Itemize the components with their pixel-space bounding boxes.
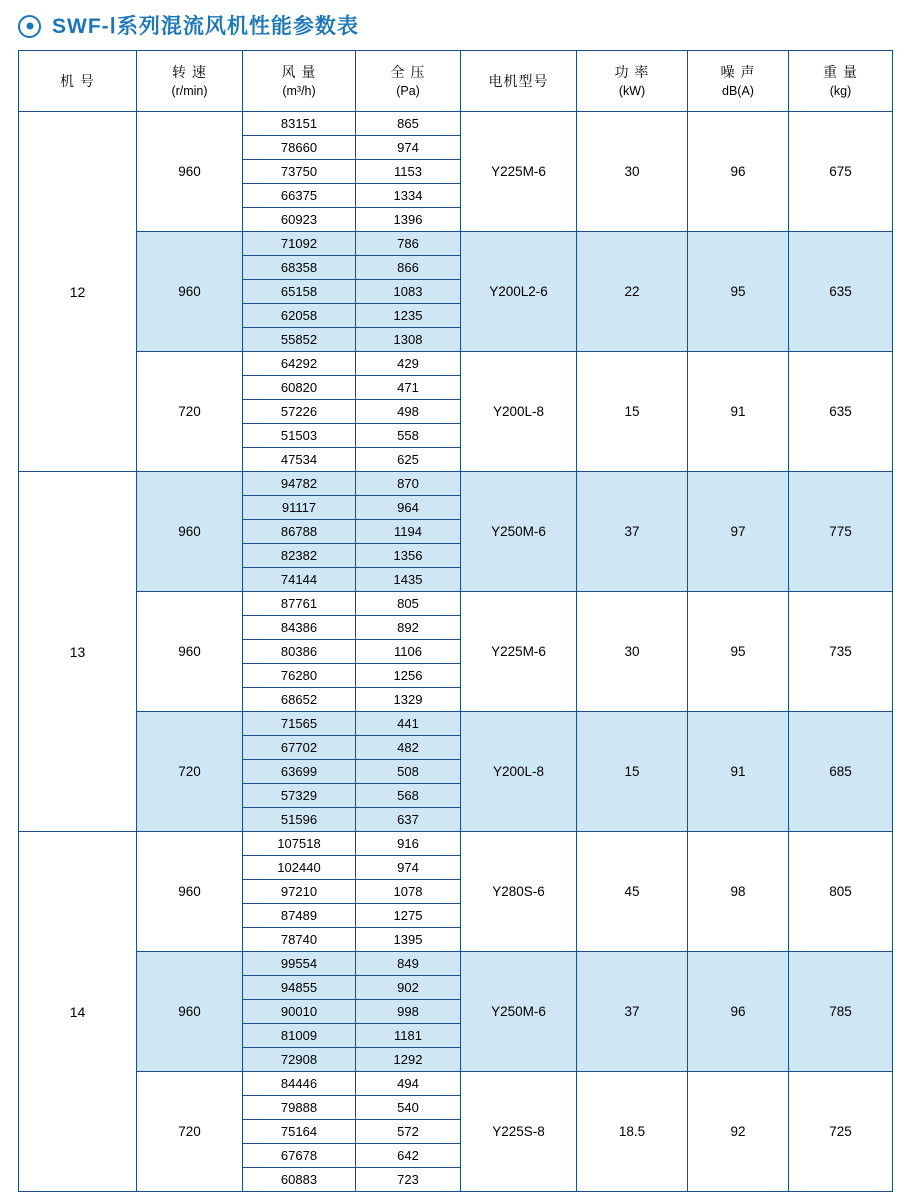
cell-air-flow: 68652 [243,688,356,712]
cell-air-flow: 83151 [243,112,356,136]
cell-air-flow: 51596 [243,808,356,832]
cell-noise: 96 [688,952,789,1072]
cell-weight: 735 [789,592,893,712]
cell-total-pressure: 723 [356,1168,461,1192]
cell-motor-model: Y225M-6 [461,112,577,232]
cell-total-pressure: 482 [356,736,461,760]
cell-air-flow: 57226 [243,400,356,424]
column-header-unit: dB(A) [722,84,754,99]
cell-total-pressure: 1395 [356,928,461,952]
cell-power: 37 [577,472,688,592]
cell-air-flow: 84446 [243,1072,356,1096]
cell-air-flow: 57329 [243,784,356,808]
cell-air-flow: 99554 [243,952,356,976]
cell-rpm: 960 [137,112,243,232]
cell-total-pressure: 642 [356,1144,461,1168]
cell-total-pressure: 1083 [356,280,461,304]
cell-weight: 635 [789,352,893,472]
cell-total-pressure: 572 [356,1120,461,1144]
cell-air-flow: 107518 [243,832,356,856]
cell-power: 45 [577,832,688,952]
cell-total-pressure: 1435 [356,568,461,592]
column-header-motor-model [461,51,577,112]
cell-motor-model: Y250M-6 [461,952,577,1072]
cell-air-flow: 90010 [243,1000,356,1024]
cell-air-flow: 94855 [243,976,356,1000]
cell-rpm: 720 [137,712,243,832]
cell-weight: 675 [789,112,893,232]
cell-air-flow: 60923 [243,208,356,232]
cell-power: 15 [577,712,688,832]
table-row [19,832,893,856]
cell-total-pressure: 568 [356,784,461,808]
cell-air-flow: 71565 [243,712,356,736]
table-row [19,112,893,136]
cell-total-pressure: 494 [356,1072,461,1096]
cell-total-pressure: 1256 [356,664,461,688]
cell-power: 22 [577,232,688,352]
column-header-label: 转 速 [172,63,207,80]
column-header-label: 全 压 [390,63,426,80]
header-row [19,51,893,112]
cell-model-no: 12 [19,112,137,472]
cell-power: 37 [577,952,688,1072]
cell-air-flow: 67702 [243,736,356,760]
cell-total-pressure: 1396 [356,208,461,232]
cell-noise: 91 [688,712,789,832]
cell-total-pressure: 1235 [356,304,461,328]
cell-total-pressure: 870 [356,472,461,496]
cell-rpm: 960 [137,952,243,1072]
cell-total-pressure: 865 [356,112,461,136]
column-header-pressure [356,51,461,112]
cell-total-pressure: 902 [356,976,461,1000]
column-header-rpm [137,51,243,112]
cell-total-pressure: 892 [356,616,461,640]
cell-power: 15 [577,352,688,472]
cell-total-pressure: 974 [356,856,461,880]
column-header-label: 功 率 [614,63,650,80]
table-head [19,51,893,112]
cell-total-pressure: 1275 [356,904,461,928]
cell-noise: 98 [688,832,789,952]
page-header [0,0,910,42]
cell-rpm: 720 [137,1072,243,1192]
cell-total-pressure: 558 [356,424,461,448]
cell-air-flow: 64292 [243,352,356,376]
cell-air-flow: 78660 [243,136,356,160]
cell-air-flow: 94782 [243,472,356,496]
column-header-weight [789,51,893,112]
cell-total-pressure: 1329 [356,688,461,712]
cell-rpm: 960 [137,472,243,592]
cell-noise: 92 [688,1072,789,1192]
cell-total-pressure: 498 [356,400,461,424]
cell-total-pressure: 916 [356,832,461,856]
cell-total-pressure: 637 [356,808,461,832]
table-row [19,712,893,736]
column-header-unit: (r/min) [171,84,208,99]
column-header-unit: (kW) [618,84,646,99]
cell-total-pressure: 805 [356,592,461,616]
cell-total-pressure: 786 [356,232,461,256]
cell-air-flow: 76280 [243,664,356,688]
cell-total-pressure: 1194 [356,520,461,544]
cell-air-flow: 62058 [243,304,356,328]
cell-air-flow: 71092 [243,232,356,256]
cell-total-pressure: 1153 [356,160,461,184]
cell-motor-model: Y200L2-6 [461,232,577,352]
cell-air-flow: 51503 [243,424,356,448]
column-header-label: 电机型号 [488,72,549,89]
cell-air-flow: 60883 [243,1168,356,1192]
cell-air-flow: 86788 [243,520,356,544]
cell-model-no: 13 [19,472,137,832]
cell-motor-model: Y280S-6 [461,832,577,952]
cell-motor-model: Y250M-6 [461,472,577,592]
cell-total-pressure: 974 [356,136,461,160]
cell-air-flow: 74144 [243,568,356,592]
cell-rpm: 720 [137,352,243,472]
target-circle-icon [18,15,41,38]
cell-air-flow: 67678 [243,1144,356,1168]
cell-power: 30 [577,592,688,712]
column-header-model-no [19,51,137,112]
cell-air-flow: 80386 [243,640,356,664]
cell-rpm: 960 [137,232,243,352]
column-header-unit: (Pa) [396,84,420,99]
cell-total-pressure: 1308 [356,328,461,352]
cell-air-flow: 66375 [243,184,356,208]
column-header-label: 重 量 [823,63,858,80]
cell-air-flow: 87489 [243,904,356,928]
cell-air-flow: 97210 [243,880,356,904]
cell-weight: 785 [789,952,893,1072]
cell-total-pressure: 964 [356,496,461,520]
cell-power: 18.5 [577,1072,688,1192]
column-header-label: 风 量 [281,63,317,80]
page-title: SWF-Ⅰ系列混流风机性能参数表 [52,14,359,38]
cell-total-pressure: 1078 [356,880,461,904]
column-header-unit: (m³/h) [282,84,316,99]
cell-total-pressure: 866 [356,256,461,280]
cell-total-pressure: 1181 [356,1024,461,1048]
cell-total-pressure: 625 [356,448,461,472]
column-header-noise [688,51,789,112]
cell-air-flow: 60820 [243,376,356,400]
column-header-unit: (kg) [829,84,852,99]
cell-noise: 97 [688,472,789,592]
cell-air-flow: 102440 [243,856,356,880]
cell-weight: 775 [789,472,893,592]
cell-noise: 91 [688,352,789,472]
cell-model-no: 14 [19,832,137,1192]
cell-weight: 805 [789,832,893,952]
cell-rpm: 960 [137,832,243,952]
cell-air-flow: 91117 [243,496,356,520]
cell-air-flow: 87761 [243,592,356,616]
table-container [0,42,910,1192]
table-row [19,592,893,616]
cell-total-pressure: 441 [356,712,461,736]
cell-noise: 96 [688,112,789,232]
cell-air-flow: 84386 [243,616,356,640]
cell-air-flow: 78740 [243,928,356,952]
table-body [19,112,893,1192]
cell-motor-model: Y225M-6 [461,592,577,712]
cell-total-pressure: 471 [356,376,461,400]
cell-power: 30 [577,112,688,232]
cell-motor-model: Y200L-8 [461,712,577,832]
cell-noise: 95 [688,232,789,352]
cell-air-flow: 72908 [243,1048,356,1072]
cell-total-pressure: 429 [356,352,461,376]
cell-air-flow: 55852 [243,328,356,352]
cell-noise: 95 [688,592,789,712]
cell-motor-model: Y225S-8 [461,1072,577,1192]
cell-air-flow: 75164 [243,1120,356,1144]
cell-motor-model: Y200L-8 [461,352,577,472]
cell-weight: 685 [789,712,893,832]
cell-air-flow: 79888 [243,1096,356,1120]
table-row [19,1072,893,1096]
cell-total-pressure: 849 [356,952,461,976]
cell-total-pressure: 1356 [356,544,461,568]
cell-weight: 635 [789,232,893,352]
column-header-power [577,51,688,112]
cell-air-flow: 73750 [243,160,356,184]
table-row [19,352,893,376]
cell-air-flow: 82382 [243,544,356,568]
cell-rpm: 960 [137,592,243,712]
cell-air-flow: 47534 [243,448,356,472]
cell-total-pressure: 998 [356,1000,461,1024]
table-row [19,952,893,976]
cell-air-flow: 81009 [243,1024,356,1048]
cell-air-flow: 68358 [243,256,356,280]
cell-total-pressure: 1292 [356,1048,461,1072]
cell-air-flow: 65158 [243,280,356,304]
cell-total-pressure: 1106 [356,640,461,664]
column-header-flow [243,51,356,112]
cell-total-pressure: 508 [356,760,461,784]
cell-total-pressure: 540 [356,1096,461,1120]
column-header-label: 噪 声 [720,63,756,80]
column-header-label: 机 号 [60,72,95,89]
cell-total-pressure: 1334 [356,184,461,208]
cell-weight: 725 [789,1072,893,1192]
table-row [19,232,893,256]
cell-air-flow: 63699 [243,760,356,784]
table-row [19,472,893,496]
fan-performance-table [18,50,893,1192]
